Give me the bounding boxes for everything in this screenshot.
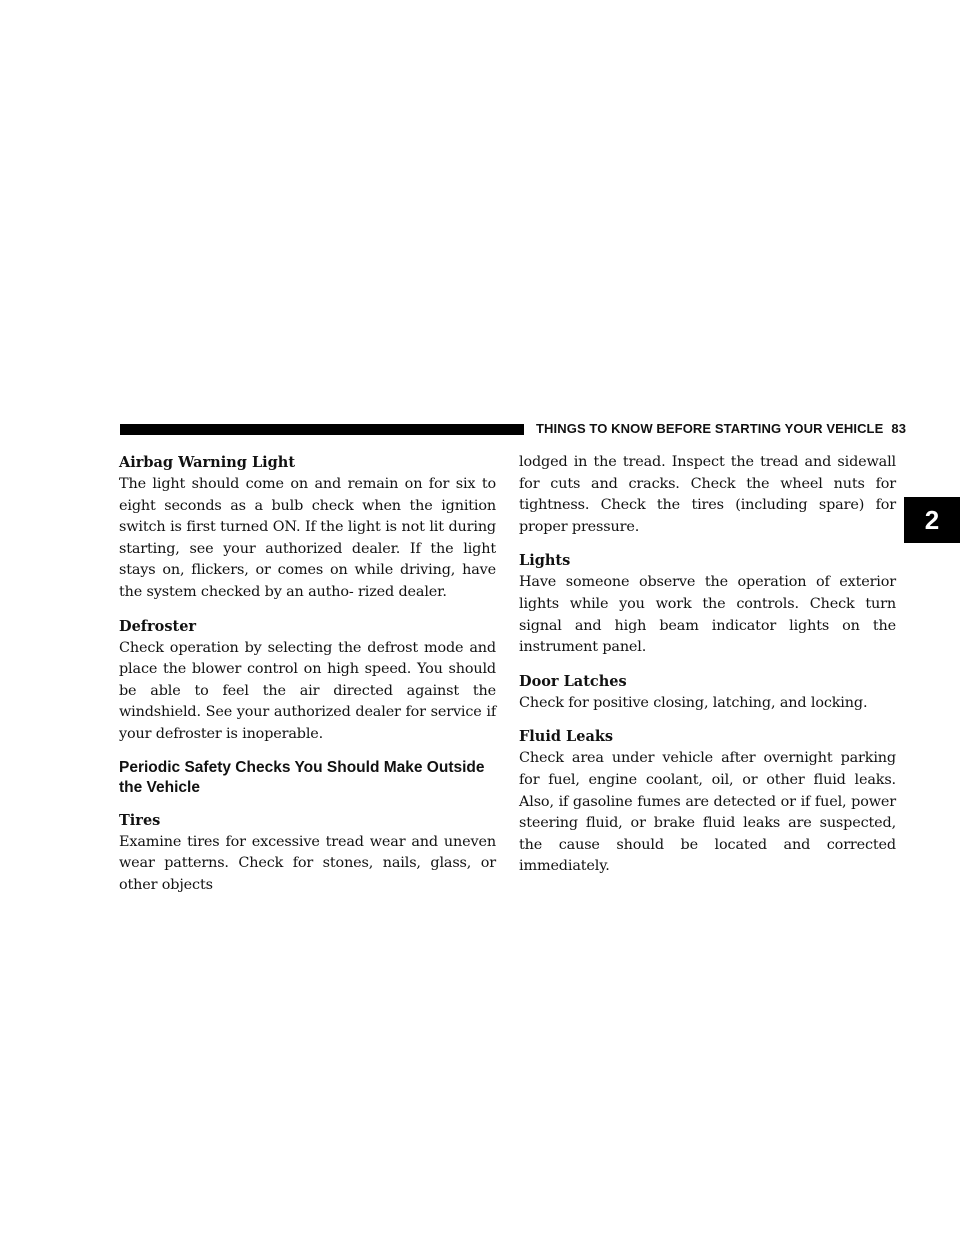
- tires-text: Examine tires for excessive tread wear and uneven wear patterns. Check for stones, nails, glass, or other objects: [119, 833, 496, 893]
- tires-continued-text: lodged in the tread. Inspect the tread and sidewall for cuts and cracks. Check the wheel nuts for tightness. Check the tires (including spare) for proper pressure.: [519, 454, 896, 535]
- header-title: THINGS TO KNOW BEFORE STARTING YOUR VEHICLE: [536, 421, 884, 436]
- page-number: 83: [891, 421, 907, 436]
- header-rule: [120, 424, 524, 435]
- airbag-text: The light should come on and remain on for six to eight seconds as a bulb check when the ignition switch is first turned ON. If the light is not lit during starting, see your authorized dealer. If the light stays on, flickers, or comes on while driving, have the system checked by an autho- rized dealer.: [119, 476, 496, 600]
- lights-text: Have someone observe the operation of exterior lights while you work the controls. Check turn signal and high beam indicator lights on the instrument panel.: [519, 574, 896, 656]
- tires-heading: Tires: [119, 811, 161, 829]
- section-heading: Periodic Safety Checks You Should Make Outside the Vehicle: [119, 758, 485, 796]
- door-latches-text: Check for positive closing, latching, and locking.: [519, 694, 868, 711]
- chapter-tab: 2: [904, 497, 960, 543]
- defroster-heading: Defroster: [119, 617, 197, 635]
- right-column: [519, 452, 896, 890]
- fluid-leaks-text: Check area under vehicle after overnight parking for fuel, engine coolant, oil, or other fluid leaks. Also, if gasoline fumes are detected or if fuel, power steering fluid, or brake fluid leaks are suspected, the cause should be located and corrected immediately.: [519, 750, 896, 875]
- left-column: [119, 452, 496, 908]
- door-latches-heading: Door Latches: [519, 672, 627, 690]
- defroster-text: Check operation by selecting the defrost mode and place the blower control on high speed. You should be able to feel the air directed against the windshield. See your authorized dealer for service if your defroster is inoperable.: [119, 639, 496, 742]
- fluid-leaks-heading: Fluid Leaks: [519, 728, 614, 746]
- lights-heading: Lights: [519, 552, 571, 570]
- running-header: [536, 421, 906, 436]
- airbag-heading: Airbag Warning Light: [119, 454, 296, 471]
